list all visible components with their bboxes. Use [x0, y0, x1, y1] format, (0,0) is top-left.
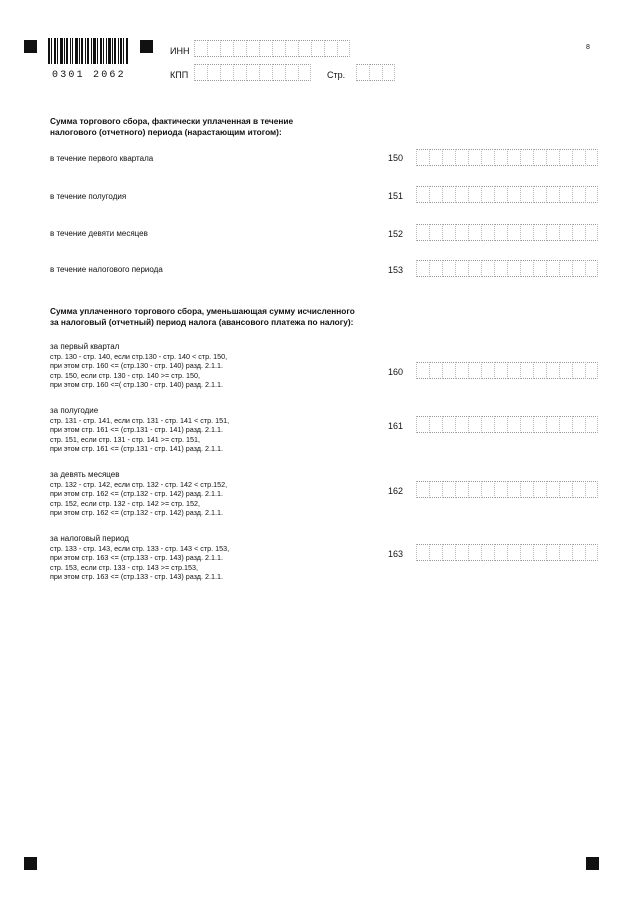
- registration-marker-top-center: [140, 40, 153, 53]
- character-cell[interactable]: [429, 416, 441, 433]
- character-cell[interactable]: [494, 186, 506, 203]
- character-cell[interactable]: [416, 544, 428, 561]
- row-163-heading: за налоговый период: [50, 534, 129, 543]
- character-cell[interactable]: [207, 40, 219, 57]
- character-cell[interactable]: [494, 149, 506, 166]
- row-161-desc-line: при этом стр. 161 <= (стр.131 - стр. 141) разд. 2.1.1.: [50, 444, 223, 454]
- row-160-description: [50, 342, 350, 390]
- row-150-label: в течение первого квартала: [50, 154, 154, 163]
- row-151-code: 151: [388, 191, 404, 201]
- character-cell[interactable]: [520, 149, 532, 166]
- character-cell[interactable]: [520, 224, 532, 241]
- character-cell[interactable]: [481, 186, 493, 203]
- row-153-label: в течение налогового периода: [50, 265, 163, 274]
- row-152-code: 152: [388, 229, 404, 239]
- character-cell[interactable]: [481, 224, 493, 241]
- character-cell[interactable]: [455, 481, 467, 498]
- character-cell[interactable]: [220, 40, 232, 57]
- row-160-desc-line: стр. 150, если стр. 130 - стр. 140 >= стр. 150,: [50, 370, 201, 380]
- character-cell[interactable]: [520, 186, 532, 203]
- inn-field[interactable]: [194, 40, 350, 57]
- character-cell[interactable]: [442, 481, 454, 498]
- character-cell[interactable]: [585, 260, 598, 277]
- character-cell[interactable]: [559, 416, 571, 433]
- row-161-description: [50, 406, 350, 454]
- character-cell[interactable]: [481, 362, 493, 379]
- character-cell[interactable]: [585, 481, 598, 498]
- character-cell[interactable]: [369, 64, 381, 81]
- character-cell[interactable]: [572, 186, 584, 203]
- character-cell[interactable]: [559, 481, 571, 498]
- section1-title-line1: Сумма торгового сбора, фактически уплаченная в течение: [50, 116, 294, 126]
- character-cell[interactable]: [285, 40, 297, 57]
- page-number-field[interactable]: [356, 64, 395, 81]
- page-label: Стр.: [327, 70, 346, 80]
- row-162-field[interactable]: [416, 481, 598, 498]
- character-cell[interactable]: [468, 481, 480, 498]
- character-cell[interactable]: [455, 544, 467, 561]
- character-cell[interactable]: [533, 481, 545, 498]
- character-cell[interactable]: [442, 260, 454, 277]
- character-cell[interactable]: [559, 186, 571, 203]
- character-cell[interactable]: [520, 416, 532, 433]
- character-cell[interactable]: [442, 416, 454, 433]
- character-cell[interactable]: [416, 416, 428, 433]
- row-162-desc-line: при этом стр. 162 <= (стр.132 - стр. 142) разд. 2.1.1.: [50, 489, 223, 499]
- character-cell[interactable]: [194, 40, 206, 57]
- character-cell[interactable]: [468, 186, 480, 203]
- character-cell[interactable]: [442, 544, 454, 561]
- row-162-heading: за девять месяцев: [50, 470, 120, 479]
- barcode-icon: [48, 38, 128, 64]
- character-cell[interactable]: [520, 481, 532, 498]
- character-cell[interactable]: [585, 362, 598, 379]
- kpp-label: КПП: [170, 70, 189, 80]
- character-cell[interactable]: [546, 260, 558, 277]
- character-cell[interactable]: [416, 362, 428, 379]
- row-151-field[interactable]: [416, 186, 598, 203]
- section1-title-line2: налогового (отчетного) периода (нарастающим итогом):: [50, 127, 282, 137]
- character-cell[interactable]: [356, 64, 368, 81]
- character-cell[interactable]: [455, 362, 467, 379]
- character-cell[interactable]: [442, 186, 454, 203]
- section2-title-line2: за налоговый (отчетный) период налога (авансового платежа по налогу):: [50, 317, 354, 327]
- character-cell[interactable]: [507, 186, 519, 203]
- character-cell[interactable]: [546, 149, 558, 166]
- row-160-code: 160: [388, 367, 404, 377]
- character-cell[interactable]: [468, 224, 480, 241]
- row-153-field[interactable]: [416, 260, 598, 277]
- row-161-code: 161: [388, 421, 404, 431]
- registration-marker-bottom-left: [24, 857, 37, 870]
- character-cell[interactable]: [416, 224, 428, 241]
- character-cell[interactable]: [481, 416, 493, 433]
- character-cell[interactable]: [429, 149, 441, 166]
- barcode-number: 0301 2062: [52, 70, 126, 81]
- character-cell[interactable]: [455, 416, 467, 433]
- row-160-desc-line: стр. 130 - стр. 140, если стр.130 - стр. 140 < стр. 150,: [50, 351, 228, 361]
- character-cell[interactable]: [298, 64, 311, 81]
- character-cell[interactable]: [246, 40, 258, 57]
- character-cell[interactable]: [442, 224, 454, 241]
- row-161-desc-line: стр. 151, если стр. 131 - стр. 141 >= стр. 151,: [50, 434, 201, 444]
- character-cell[interactable]: [507, 224, 519, 241]
- character-cell[interactable]: [507, 260, 519, 277]
- character-cell[interactable]: [572, 260, 584, 277]
- character-cell[interactable]: [272, 64, 284, 81]
- row-160-field[interactable]: [416, 362, 598, 379]
- character-cell[interactable]: [416, 260, 428, 277]
- character-cell[interactable]: [559, 362, 571, 379]
- row-160-desc-line: при этом стр. 160 <=( стр.130 - стр. 140) разд. 2.1.1.: [50, 380, 223, 390]
- character-cell[interactable]: [233, 40, 245, 57]
- character-cell[interactable]: [546, 362, 558, 379]
- inn-label: ИНН: [170, 46, 190, 56]
- character-cell[interactable]: [272, 40, 284, 57]
- row-152-field[interactable]: [416, 224, 598, 241]
- character-cell[interactable]: [533, 149, 545, 166]
- character-cell[interactable]: [533, 186, 545, 203]
- section1-title: [50, 116, 410, 138]
- row-160-desc-line: при этом стр. 160 <= (стр.130 - стр. 140) разд. 2.1.1.: [50, 361, 223, 371]
- character-cell[interactable]: [546, 186, 558, 203]
- character-cell[interactable]: [585, 416, 598, 433]
- character-cell[interactable]: [429, 481, 441, 498]
- page-number: 8: [586, 44, 590, 51]
- row-151-label: в течение полугодия: [50, 192, 127, 201]
- character-cell[interactable]: [533, 260, 545, 277]
- character-cell[interactable]: [455, 149, 467, 166]
- character-cell[interactable]: [324, 40, 336, 57]
- character-cell[interactable]: [585, 224, 598, 241]
- row-150-field[interactable]: [416, 149, 598, 166]
- row-162-description: [50, 470, 350, 518]
- character-cell[interactable]: [533, 224, 545, 241]
- section2-title: [50, 306, 410, 328]
- character-cell[interactable]: [572, 544, 584, 561]
- character-cell[interactable]: [455, 186, 467, 203]
- kpp-field[interactable]: [194, 64, 311, 81]
- character-cell[interactable]: [468, 149, 480, 166]
- character-cell[interactable]: [572, 481, 584, 498]
- character-cell[interactable]: [559, 260, 571, 277]
- character-cell[interactable]: [533, 544, 545, 561]
- row-162-desc-line: стр. 152, если стр. 132 - стр. 142 >= стр. 152,: [50, 498, 201, 508]
- character-cell[interactable]: [468, 544, 480, 561]
- row-163-desc-line: при этом стр. 163 <= (стр.133 - стр. 143) разд. 2.1.1.: [50, 553, 223, 563]
- character-cell[interactable]: [468, 362, 480, 379]
- row-153-code: 153: [388, 265, 404, 275]
- character-cell[interactable]: [559, 544, 571, 561]
- character-cell[interactable]: [233, 64, 245, 81]
- character-cell[interactable]: [429, 186, 441, 203]
- character-cell[interactable]: [468, 260, 480, 277]
- character-cell[interactable]: [572, 416, 584, 433]
- row-162-desc-line: при этом стр. 162 <= (стр.132 - стр. 142) разд. 2.1.1.: [50, 508, 223, 518]
- character-cell[interactable]: [429, 224, 441, 241]
- row-163-desc-line: стр. 133 - стр. 143, если стр. 133 - стр. 143 < стр. 153,: [50, 543, 230, 553]
- row-163-description: [50, 534, 350, 582]
- character-cell[interactable]: [194, 64, 206, 81]
- character-cell[interactable]: [468, 416, 480, 433]
- row-163-desc-line: при этом стр. 163 <= (стр.133 - стр. 143) разд. 2.1.1.: [50, 572, 223, 582]
- character-cell[interactable]: [246, 64, 258, 81]
- section2-title-line1: Сумма уплаченного торгового сбора, уменьшающая сумму исчисленного: [50, 306, 355, 316]
- character-cell[interactable]: [585, 149, 598, 166]
- character-cell[interactable]: [311, 40, 323, 57]
- character-cell[interactable]: [429, 362, 441, 379]
- row-161-heading: за полугодие: [50, 406, 99, 415]
- character-cell[interactable]: [533, 416, 545, 433]
- character-cell[interactable]: [494, 224, 506, 241]
- character-cell[interactable]: [259, 40, 271, 57]
- row-152-label: в течение девяти месяцев: [50, 229, 148, 238]
- row-162-desc-line: стр. 132 - стр. 142, если стр. 132 - стр. 142 < стр.152,: [50, 479, 228, 489]
- character-cell[interactable]: [337, 40, 350, 57]
- character-cell[interactable]: [259, 64, 271, 81]
- character-cell[interactable]: [494, 260, 506, 277]
- character-cell[interactable]: [572, 149, 584, 166]
- character-cell[interactable]: [585, 186, 598, 203]
- character-cell[interactable]: [546, 481, 558, 498]
- character-cell[interactable]: [481, 481, 493, 498]
- character-cell[interactable]: [533, 362, 545, 379]
- character-cell[interactable]: [494, 362, 506, 379]
- character-cell[interactable]: [520, 544, 532, 561]
- character-cell[interactable]: [429, 544, 441, 561]
- character-cell[interactable]: [481, 149, 493, 166]
- row-161-desc-line: стр. 131 - стр. 141, если стр. 131 - стр. 141 < стр. 151,: [50, 415, 230, 425]
- character-cell[interactable]: [416, 186, 428, 203]
- character-cell[interactable]: [429, 260, 441, 277]
- row-163-desc-line: стр. 153, если стр. 133 - стр. 143 >= стр.153,: [50, 562, 199, 572]
- character-cell[interactable]: [559, 224, 571, 241]
- row-162-code: 162: [388, 486, 404, 496]
- character-cell[interactable]: [416, 481, 428, 498]
- character-cell[interactable]: [481, 260, 493, 277]
- character-cell[interactable]: [494, 544, 506, 561]
- registration-marker-top-left: [24, 40, 37, 53]
- character-cell[interactable]: [207, 64, 219, 81]
- character-cell[interactable]: [520, 362, 532, 379]
- character-cell[interactable]: [585, 544, 598, 561]
- character-cell[interactable]: [455, 224, 467, 241]
- character-cell[interactable]: [285, 64, 297, 81]
- character-cell[interactable]: [572, 362, 584, 379]
- character-cell[interactable]: [455, 260, 467, 277]
- character-cell[interactable]: [507, 362, 519, 379]
- row-150-code: 150: [388, 153, 404, 163]
- row-163-code: 163: [388, 549, 404, 559]
- character-cell[interactable]: [442, 149, 454, 166]
- row-161-field[interactable]: [416, 416, 598, 433]
- row-160-heading: за первый квартал: [50, 342, 120, 351]
- character-cell[interactable]: [298, 40, 310, 57]
- character-cell[interactable]: [520, 260, 532, 277]
- character-cell[interactable]: [507, 149, 519, 166]
- character-cell[interactable]: [416, 149, 428, 166]
- character-cell[interactable]: [382, 64, 395, 81]
- character-cell[interactable]: [494, 481, 506, 498]
- character-cell[interactable]: [572, 224, 584, 241]
- character-cell[interactable]: [220, 64, 232, 81]
- character-cell[interactable]: [559, 149, 571, 166]
- character-cell[interactable]: [507, 481, 519, 498]
- character-cell[interactable]: [546, 416, 558, 433]
- row-163-field[interactable]: [416, 544, 598, 561]
- character-cell[interactable]: [442, 362, 454, 379]
- character-cell[interactable]: [494, 416, 506, 433]
- row-161-desc-line: при этом стр. 161 <= (стр.131 - стр. 141) разд. 2.1.1.: [50, 425, 223, 435]
- character-cell[interactable]: [546, 224, 558, 241]
- character-cell[interactable]: [481, 544, 493, 561]
- character-cell[interactable]: [507, 416, 519, 433]
- character-cell[interactable]: [507, 544, 519, 561]
- character-cell[interactable]: [546, 544, 558, 561]
- registration-marker-bottom-right: [586, 857, 599, 870]
